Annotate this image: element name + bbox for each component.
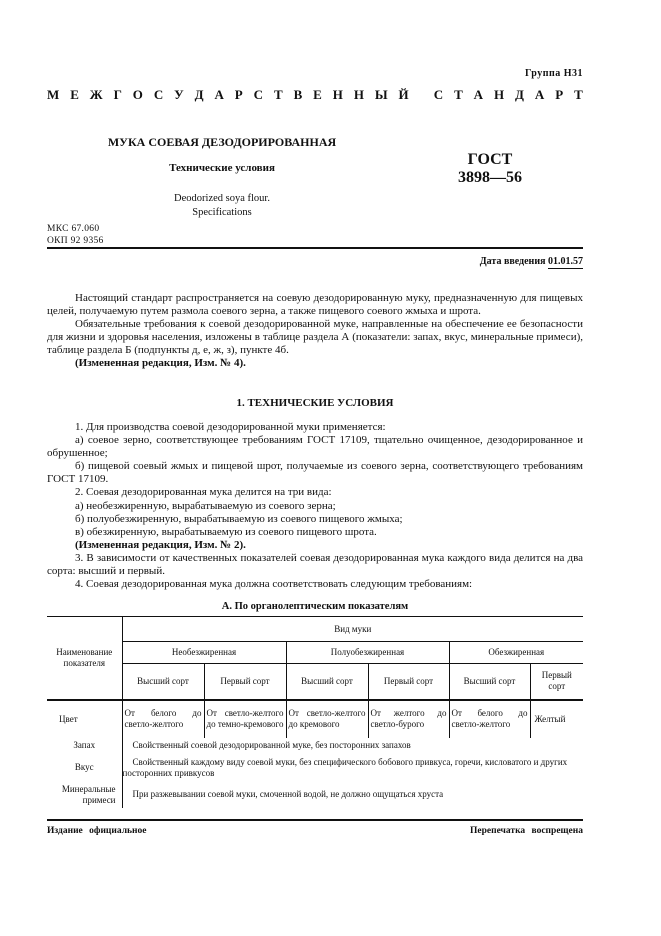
grade-header: Первый сорт [368,664,449,700]
english-title-line2: Specifications [192,207,252,218]
gost-designation [430,151,550,187]
amendment-note-4: (Измененная редакция, Изм. № 4). [75,357,246,370]
type-header-defatted: Обезжиренная [449,642,583,664]
banner-letter: Р [555,87,564,102]
clause-2b: б) полуобезжиренную, вырабатываемую из соевого пищевого жмыха; [75,512,403,525]
clause-2: 2. Соевая дезодорированная мука делится на три вида: [75,486,332,499]
banner-letter: У [174,87,184,102]
mks-code: МКС 67.060 [47,224,100,234]
banner-letter: В [293,87,303,102]
intro-text [47,292,583,371]
intro-date-label: Дата введения [479,256,546,267]
group-code: Группа Н31 [525,68,583,79]
banner-letter: Ж [89,87,103,102]
grade-header: Высший сорт [122,664,204,700]
banner-letter: Т [454,87,463,102]
banner-letter: Н [332,87,343,102]
table-cell: От светло-желтого до темно-кремового [204,700,286,738]
clause-2a: а) необезжиренную, вырабатываемую из соевого зерна; [75,499,336,512]
clause-1b: б) пищевой соевый жмых и пищевой шрот, получаемые из соевого зерна, соответствующего требованиям ГОСТ 17109. [47,460,583,486]
table-cell: От белого до светло-желтого [449,700,530,738]
banner-letter: Е [313,87,322,102]
row-label-taste: Вкус [74,762,94,772]
banner-letter: Д [194,87,204,102]
banner-letter: С [253,87,264,102]
intro-paragraph-1: Настоящий стандарт распространяется на соевую дезодорированную муку, предназначенную для пищевых целей, получаемую путем размола соевого зерна, а также пищевого соевого жмыха и шрота. [47,292,583,318]
intro-date-value: 01.01.57 [548,256,583,267]
table-title: А. По органолептическим показателям [221,601,409,612]
grade-header: Первый сорт [204,664,286,700]
type-header-full-fat: Необезжиренная [122,642,286,664]
banner-letter: Н [353,87,364,102]
banner-letter: С [433,87,444,102]
english-title [47,192,397,220]
grade-header: Высший сорт [449,664,530,700]
table-row-mineral-impurities [47,782,583,808]
document-subtitle: Технические условия [169,162,275,174]
interstate-standard-banner [47,87,583,103]
gost-number: 3898—56 [458,169,522,186]
table-cell: От белого до светло-желтого [122,700,204,738]
banner-letter: Й [398,87,409,102]
banner-letter: Н [493,87,505,102]
table-row-color [47,700,583,738]
table-row-smell [47,738,583,754]
banner-letter: А [534,87,545,102]
section-1-body [47,421,583,591]
banner-letter: Ы [374,87,388,102]
intro-paragraph-2: Обязательные требования к соевой дезодорированной муке, направленные на обеспечение ее безопасности для жизни и здоровья населения, изложены в таблице раздела А (показатели: запах, вкус, минеральные примеси), таблице раздела Б (подпункты д, е, ж, з), пункте 4б. [47,318,583,357]
banner-letter: Г [113,87,122,102]
banner-letter: Д [515,87,524,102]
banner-letter: А [214,87,224,102]
okp-code: ОКП 92 9356 [47,236,104,246]
clause-3: 3. В зависимости от качественных показателей соевая дезодорированная мука каждого вида делится на два сорта: высший и первый. [47,551,583,578]
clause-1a: а) соевое зерно, соответствующее требованиям ГОСТ 17109, тщательно очищенное, дезодорированное и обрушенное; [47,434,583,460]
organoleptic-table [47,616,583,808]
table-row-taste [47,754,583,782]
amendment-note-2: (Измененная редакция, Изм. № 2). [75,538,246,551]
table-cell-spanned: Свойственный соевой дезодорированной муке, без посторонних запахов [122,738,583,754]
introduction-date [480,256,583,267]
banner-letter: М [47,87,60,102]
row-label-color: Цвет [59,713,78,724]
table-cell: Желтый [530,700,583,738]
header-divider [47,247,583,249]
banner-letter: С [153,87,164,102]
grade-header: Высший сорт [286,664,368,700]
clause-2v: в) обезжиренную, вырабатываемую из соевого пищевого шрота. [75,525,377,538]
banner-letter: Е [70,87,79,102]
banner-letter: Т [574,87,583,102]
section-heading: 1. ТЕХНИЧЕСКИЕ УСЛОВИЯ [236,397,394,409]
table-cell: От желтого до светло-бурого [368,700,449,738]
footer-divider [47,819,583,821]
banner-letter: А [473,87,484,102]
document-title: МУКА СОЕВАЯ ДЕЗОДОРИРОВАННАЯ [107,135,337,149]
row-label-mineral-impurities: Минеральные примеси [61,783,116,805]
banner-letter: Р [234,87,243,102]
clause-1: 1. Для производства соевой дезодорированной муки применяется: [75,421,386,433]
classification-codes [47,223,104,247]
row-label-smell: Запах [73,740,96,750]
table-cell-spanned: Свойственный каждому виду соевой муки, без специфического бобового привкуса, горечи, кисловатого и других посторонних привкусов [122,754,583,782]
grade-header: Первый сорт [530,664,583,700]
english-title-line1: Deodorized soya flour. [174,193,270,204]
clause-4: 4. Соевая дезодорированная мука должна соответствовать следующим требованиям: [75,578,473,591]
gost-label: ГОСТ [467,151,513,168]
column-header-flour-type: Вид муки [122,617,583,642]
banner-letter: Т [273,87,283,102]
reprint-prohibited-note: Перепечатка воспрещена [469,826,583,836]
official-edition-note: Издание официальное [47,826,147,836]
column-header-indicator: Наименование показателя [47,617,122,700]
table-cell-spanned: При разжевывании соевой муки, смоченной водой, не должно ощущаться хруста [122,782,583,808]
banner-letter: О [132,87,143,102]
banner-letter [420,87,423,103]
table-cell: От светло-желтого до кремового [286,700,368,738]
type-header-semi-defatted: Полуобезжиренная [286,642,449,664]
